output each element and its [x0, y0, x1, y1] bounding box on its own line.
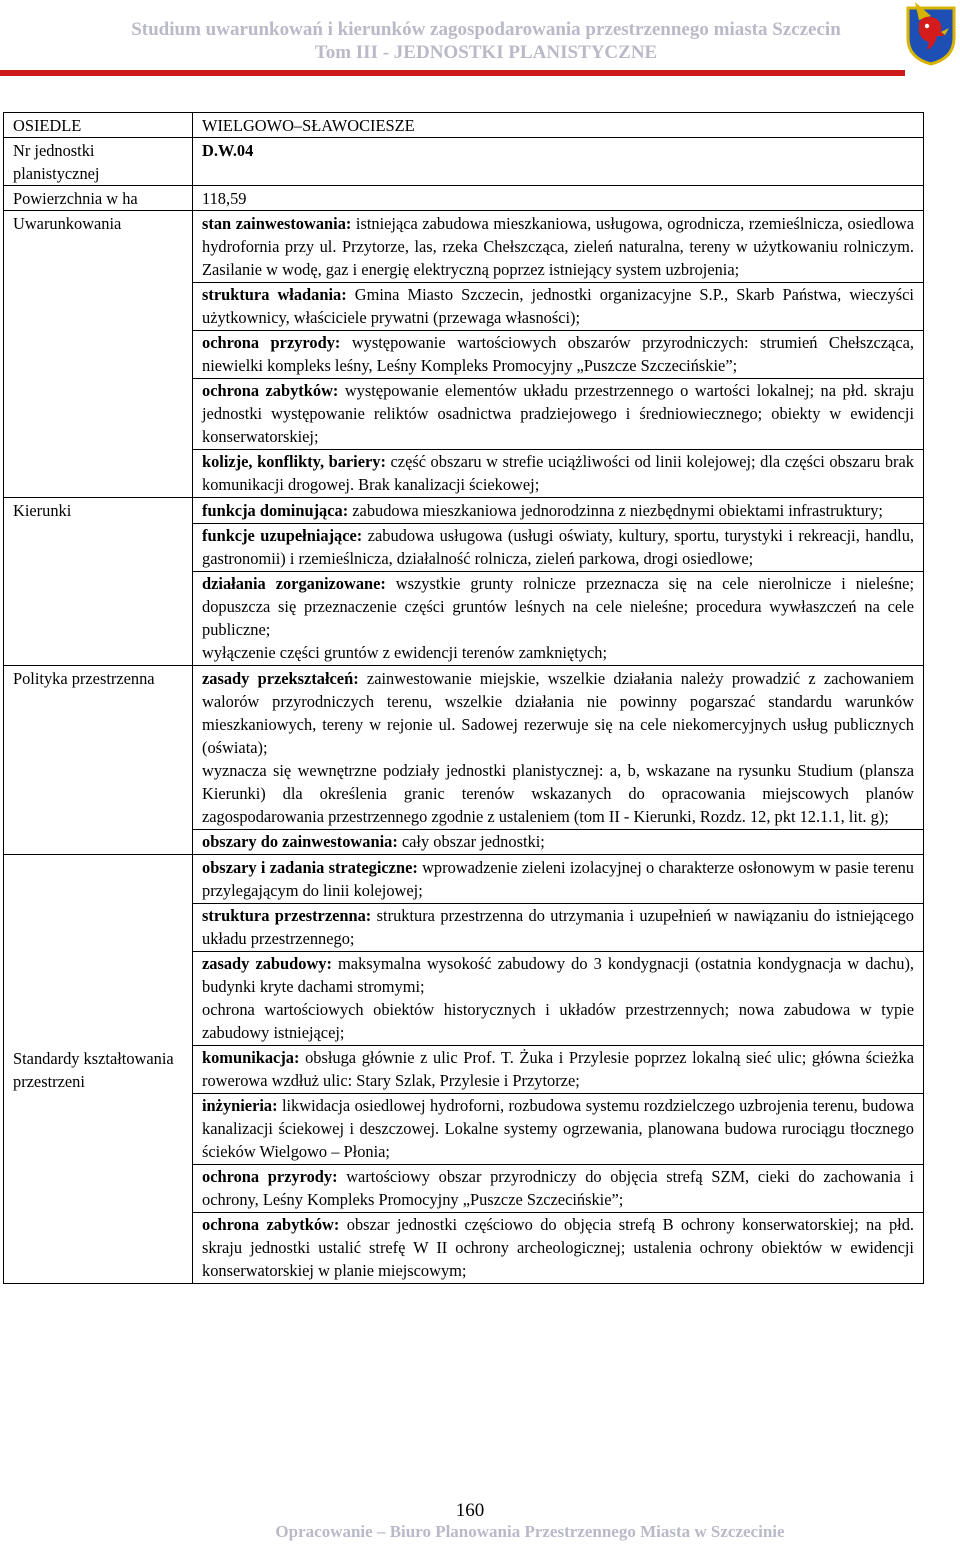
row-nr-jednostki — [4, 138, 924, 186]
paragraph-heading: zasady zabudowy: — [202, 954, 332, 973]
row-uwarunkowania — [4, 211, 924, 498]
kierunki-paragraph — [193, 572, 923, 665]
page-header — [0, 0, 960, 80]
label-uwarunkowania: Uwarunkowania — [4, 211, 193, 498]
uwarunkowania-paragraph — [193, 212, 923, 283]
polityka-paragraph — [193, 667, 923, 830]
row-standardy — [4, 855, 924, 1284]
paragraph-heading: stan zainwestowania: — [202, 214, 352, 233]
label-powierzchnia: Powierzchnia w ha — [4, 186, 193, 211]
paragraph-text: wartościowy obszar przyrodniczy do objęcia strefą SZM, cieki do zachowania i ochrony, Leśny Kompleks Promocyjny „Puszcze Szczecińskie”; — [202, 1167, 914, 1209]
standardy-paragraph — [193, 952, 923, 1046]
paragraph-text: zainwestowanie miejskie, wszelkie działania należy prowadzić z zachowaniem walorów przyrodniczych terenu, wszelkie działania nie powinny pogarszać standardu warunków mieszkaniowych, tereny w rejonie ul. Sadowej rezerwuje się na cele niekomercyjnych usług publicznych (oświata); wyznacza się wewnętrzne podziały jednostki planistycznej: a, b, wskazane na rysunku Studium (plansza Kierunki) dla określenia granic terenów wskazanych do opracowania miejscowych planów zagospodarowania przestrzennego zgodnie z ustaleniem (tom II - Kierunki, Rozdz. 12, pkt 12.1.1, lit. g); — [202, 669, 914, 826]
uwarunkowania-paragraph — [193, 331, 923, 379]
paragraph-text: zabudowa usługowa (usługi oświaty, kultury, sportu, turystyki i rekreacji, handlu, gastronomii) i rzemieślnicza, działalność rolnicza, zieleń parkowa, drogi osiedlowe; — [202, 526, 914, 568]
paragraph-text: istniejąca zabudowa mieszkaniowa, usługowa, ogrodnicza, rzemieślnicza, osiedlowa hydrofornia przy ul. Przytorze, las, rzeka Chełszcząca, zieleń naturalna, tereny w użytkowaniu rolniczym. Zasilanie w wodę, gaz i energię elektryczną poprzez istniejący system uzbrojenia; — [202, 214, 914, 279]
value-osiedle: WIELGOWO–SŁAWOCIESZE — [193, 113, 924, 138]
paragraph-heading: struktura przestrzenna: — [202, 906, 372, 925]
label-nr-jednostki: Nr jednostki planistycznej — [4, 138, 193, 186]
header-rule — [0, 70, 905, 76]
crest-icon — [905, 2, 957, 66]
paragraph-text: część obszaru w strefie uciążliwości od linii kolejowej; dla części obszaru brak komunikacji drogowej. Brak kanalizacji ściekowej; — [202, 452, 914, 494]
paragraph-heading: komunikacja: — [202, 1048, 300, 1067]
paragraph-heading: obszary i zadania strategiczne: — [202, 858, 418, 877]
paragraph-text: obsługa głównie z ulic Prof. T. Żuka i Przylesie poprzez lokalną sieć ulic; główna ścieżka rowerowa wzdłuż ulic: Stary Szlak, Przylesie i Przytorze; — [202, 1048, 914, 1090]
label-osiedle: OSIEDLE — [4, 113, 193, 138]
standardy-paragraph — [193, 856, 923, 904]
paragraph-text: zabudowa mieszkaniowa jednorodzinna z niezbędnymi obiektami infrastruktury; — [348, 501, 883, 520]
paragraph-text: występowanie elementów układu przestrzennego o wartości lokalnej; na płd. skraju jednostki występowanie reliktów osadnictwa pradziejowego i średniowiecznego; obiekty w ewidencji konserwatorskiej; — [202, 381, 915, 446]
paragraph-heading: ochrona przyrody: — [202, 1167, 338, 1186]
unit-code: D.W.04 — [202, 141, 254, 160]
kierunki-paragraph — [193, 524, 923, 572]
uwarunkowania-paragraph — [193, 283, 923, 331]
standardy-content — [193, 855, 924, 1284]
paragraph-heading: zasady przekształceń: — [202, 669, 359, 688]
paragraph-text: wprowadzenie zieleni izolacyjnej o charakterze osłonowym w pasie terenu przylegającym do linii kolejowej; — [202, 858, 914, 900]
paragraph-text: Gmina Miasto Szczecin, jednostki organizacyjne S.P., Skarb Państwa, wieczyści użytkownicy, właściciele prywatni (przewaga własności); — [202, 285, 914, 327]
row-osiedle — [4, 113, 924, 138]
uwarunkowania-content — [193, 211, 924, 498]
paragraph-heading: działania zorganizowane: — [202, 574, 386, 593]
paragraph-heading: obszary do zainwestowania: — [202, 832, 398, 851]
kierunki-content — [193, 498, 924, 666]
paragraph-heading: kolizje, konflikty, bariery: — [202, 452, 386, 471]
page-number: 160 — [455, 1500, 485, 1521]
value-nr-jednostki — [193, 138, 924, 186]
label-kierunki: Kierunki — [4, 498, 193, 666]
paragraph-heading: ochrona przyrody: — [202, 333, 341, 352]
standardy-label: Standardy kształtowania przestrzeni — [13, 1048, 174, 1091]
label-standardy — [4, 855, 193, 1284]
paragraph-heading: funkcja dominująca: — [202, 501, 349, 520]
unit-table — [3, 112, 924, 1284]
value-powierzchnia: 118,59 — [193, 186, 924, 211]
kierunki-paragraph — [193, 499, 923, 524]
paragraph-heading: ochrona zabytków: — [202, 381, 339, 400]
standardy-paragraph — [193, 1165, 923, 1213]
footer-text: Opracowanie – Biuro Planowania Przestrzennego Miasta w Szczecinie — [275, 1522, 785, 1541]
paragraph-heading: struktura władania: — [202, 285, 347, 304]
standardy-paragraph — [193, 1094, 923, 1165]
standardy-paragraph — [193, 1046, 923, 1094]
standardy-paragraph — [193, 904, 923, 952]
uwarunkowania-paragraph — [193, 450, 923, 497]
row-kierunki — [4, 498, 924, 666]
paragraph-heading: funkcje uzupełniające: — [202, 526, 363, 545]
polityka-content — [193, 666, 924, 855]
polityka-paragraph — [193, 830, 923, 854]
row-powierzchnia — [4, 186, 924, 211]
row-polityka — [4, 666, 924, 855]
header-subtitle: Tom III - JEDNOSTKI PLANISTYCZNE — [314, 42, 658, 63]
paragraph-text: występowanie wartościowych obszarów przyrodniczych: strumień Chełszcząca, niewielki kompleks leśny, Leśny Kompleks Promocyjny „Puszcze Szczecińskie”; — [202, 333, 914, 375]
paragraph-heading: inżynieria: — [202, 1096, 278, 1115]
paragraph-text: maksymalna wysokość zabudowy do 3 kondygnacji (ostatnia kondygnacja w dachu), budynki kryte dachami stromymi; ochrona wartościowych obiektów historycznych i układów przestrzennych; nowa zabudowa w typie zabudowy istniejącej; — [202, 954, 914, 1042]
standardy-paragraph — [193, 1213, 923, 1283]
paragraph-text: obszar jednostki częściowo do objęcia strefą B ochrony konserwatorskiej; na płd. skraju jednostki ustalić strefę W II ochrony archeologicznej; ustalenia ochrony obiektów w ewidencji konserwatorskiej w planie miejscowym; — [202, 1215, 914, 1280]
paragraph-text: struktura przestrzenna do utrzymania i uzupełnień w nawiązaniu do istniejącego układu przestrzennego; — [202, 906, 914, 948]
paragraph-text: cały obszar jednostki; — [397, 832, 545, 851]
uwarunkowania-paragraph — [193, 379, 923, 450]
label-polityka: Polityka przestrzenna — [4, 666, 193, 855]
paragraph-text: likwidacja osiedlowej hydroforni, rozbudowa systemu rozdzielczego uzbrojenia terenu, budowa kanalizacji ściekowej i deszczowej. Lokalne systemy ogrzewania, planowana budowa rurociągu tłocznego ścieków Wielgowo – Płonia; — [202, 1096, 914, 1161]
header-title: Studium uwarunkowań i kierunków zagospodarowania przestrzennego miasta Szczecin — [131, 19, 841, 40]
paragraph-heading: ochrona zabytków: — [202, 1215, 340, 1234]
paragraph-text: wszystkie grunty rolnicze przeznacza się na cele nierolnicze i nieleśne; dopuszcza się przeznaczenie części gruntów leśnych na cele nieleśne; procedura wywłaszczeń na cele publiczne; wyłączenie części gruntów z ewidencji terenów zamkniętych; — [202, 574, 914, 662]
